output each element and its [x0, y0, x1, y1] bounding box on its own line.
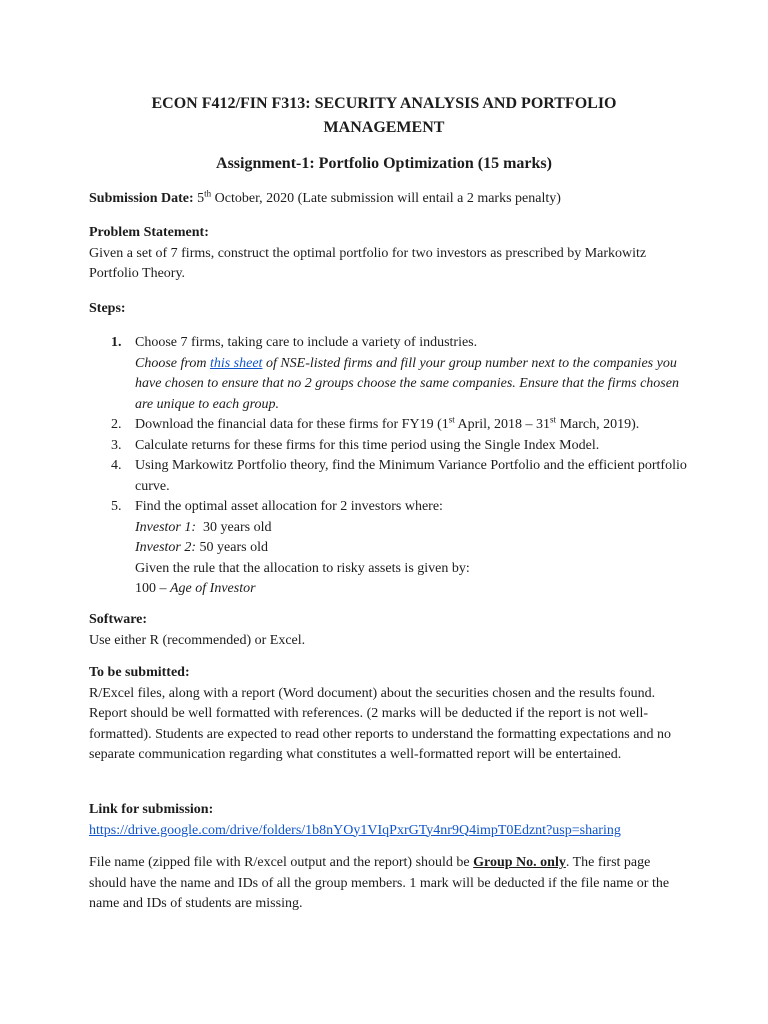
submission-date-line [89, 189, 689, 210]
submission-day: 5 [197, 191, 205, 206]
investor-1-line [135, 518, 689, 539]
step-2-sup-b: st [550, 414, 557, 425]
software-section [89, 610, 689, 651]
investor-1-label: Investor 1: [135, 519, 197, 535]
step-1-text: Choose 7 firms, taking care to include a variety of industries. [135, 335, 478, 350]
investor-2-value: 50 years old [199, 540, 268, 555]
step-2-text-c: March, 2019). [556, 417, 640, 432]
course-title-line2: MANAGEMENT [323, 119, 445, 136]
submission-day-suffix: th [204, 188, 212, 199]
allocation-rule: Given the rule that the allocation to risky assets is given by: [135, 560, 470, 576]
step-5-number: 5. [111, 499, 122, 514]
to-be-submitted-text: R/Excel files, along with a report (Word document) about the securities chosen and the results found. Report should be well formatted with references. (2 marks will be deducted if the report is not well-formatted). Students are expected to read other reports to understand the formatting expectations and no separate communication regarding what constitutes a well-formatted report will be entertained. [89, 685, 671, 762]
investor-1-value: 30 years old [203, 519, 272, 535]
steps-list [89, 333, 689, 600]
step-2 [89, 415, 689, 436]
file-name-instructions [89, 853, 689, 915]
step-3-text: Calculate returns for these firms for this time period using the Single Index Model. [135, 437, 600, 453]
file-name-pre: File name (zipped file with R/excel output and the report) should be [89, 855, 474, 870]
problem-statement [89, 223, 689, 285]
problem-statement-heading: Problem Statement: [89, 225, 209, 240]
formula-part-b: Age of Investor [170, 581, 256, 596]
software-heading: Software: [89, 612, 148, 627]
step-5-text: Find the optimal asset allocation for 2 investors where: [135, 499, 443, 514]
step-2-text-b: April, 2018 – 31 [454, 417, 551, 432]
submission-date-rest: October, 2020 (Late submission will entail a 2 marks penalty) [211, 191, 561, 206]
step-4-text: Using Markowitz Portfolio theory, find the Minimum Variance Portfolio and the efficient portfolio curve. [135, 458, 687, 494]
step-3 [89, 436, 689, 457]
steps-heading: Steps: [89, 301, 126, 316]
step-2-number: 2. [111, 417, 122, 432]
step-4 [89, 456, 689, 497]
step-1-number: 1. [111, 335, 122, 350]
step-4-number: 4. [111, 458, 122, 473]
step-1-note [135, 354, 689, 416]
step-3-number: 3. [111, 437, 122, 453]
step-1 [89, 333, 689, 415]
step-2-text-a: Download the financial data for these firms for FY19 (1 [135, 417, 449, 432]
step-1-note-post: of NSE-listed firms and fill your group number next to the companies you have chosen to ensure that no 2 groups choose the same companies. Ensure that the firms chosen are unique to each group. [135, 355, 679, 412]
to-be-submitted-heading: To be submitted: [89, 665, 190, 680]
submission-link-section [89, 800, 689, 841]
to-be-submitted-section [89, 663, 689, 766]
course-title [0, 92, 768, 140]
group-no-only: Group No. only [473, 855, 566, 870]
investor-2-line [135, 538, 689, 559]
submission-link[interactable]: https://drive.google.com/drive/folders/1b8nYOy1VIqPxrGTy4nr9Q4impT0Edznt?usp=sharing [89, 822, 621, 838]
submission-link-heading: Link for submission: [89, 802, 214, 817]
file-name-post: . The first page should have the name and IDs of all the group members. 1 mark will be deducted if the file name or the name and IDs of students are missing. [89, 855, 670, 911]
investor-2-label: Investor 2: [135, 540, 197, 555]
submission-date-label: Submission Date: [89, 191, 194, 206]
step-1-note-pre: Choose from [135, 355, 210, 371]
formula-part-a: 100 – [135, 581, 170, 596]
step-2-text [135, 415, 689, 436]
step-5 [89, 497, 689, 600]
this-sheet-link[interactable]: this sheet [209, 355, 263, 371]
course-title-line1: ECON F412/FIN F313: SECURITY ANALYSIS AND PORTFOLIO [151, 95, 617, 112]
assignment-title: Assignment-1: Portfolio Optimization (15 marks) [216, 155, 552, 172]
software-text: Use either R (recommended) or Excel. [89, 632, 306, 648]
step-2-sup-a: st [448, 414, 455, 425]
problem-statement-text: Given a set of 7 firms, construct the optimal portfolio for two investors as prescribed by Markowitz Portfolio Theory. [89, 245, 647, 281]
allocation-formula [135, 579, 689, 600]
